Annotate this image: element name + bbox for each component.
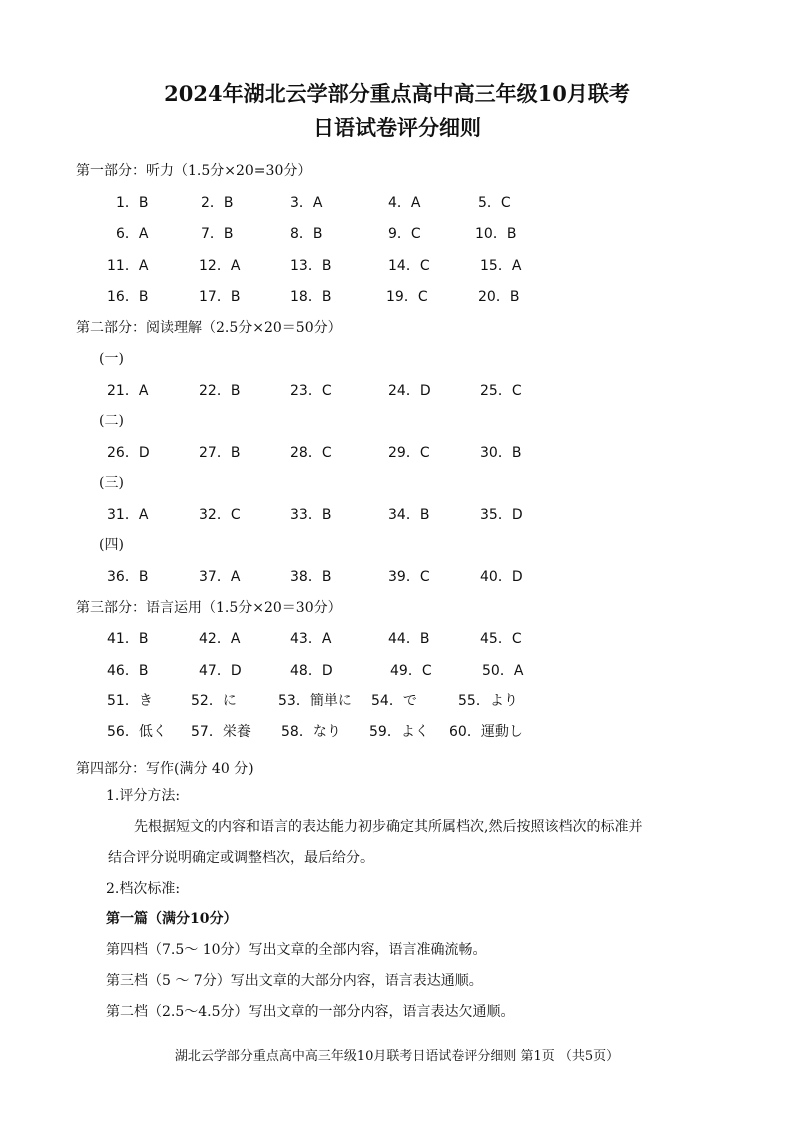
answer: 5．C [478,195,511,211]
answer: 22．B [199,383,241,399]
answer: 21．A [107,383,149,399]
answer: 46．B [107,663,149,679]
method-text-cont: 结合评分说明确定或调整档次，最后给分。 [108,850,374,866]
answer: 58．なり [281,724,341,740]
answer: 36．B [107,569,149,585]
answer: 24．D [388,383,431,399]
level-4: 第四档（7.5～ 10分）写出文章的全部内容，语言准确流畅。 [106,942,487,958]
answer: 37．A [199,569,241,585]
answer: 38．B [290,569,332,585]
answer: 29．C [388,445,430,461]
answer: 13．B [290,258,332,274]
answer: 25．C [480,383,522,399]
answer: 40．D [480,569,523,585]
page-footer: 湖北云学部分重点高中高三年级10月联考日语试卷评分细则 第1页 （共5页） [174,1049,620,1064]
answer: 19．C [386,289,428,305]
answer: 15．A [480,258,522,274]
part2-heading: 第二部分：阅读理解（2.5分×20＝50分） [76,320,342,336]
answer: 26．D [107,445,150,461]
answer: 6．A [116,226,149,242]
answer: 2．B [201,195,234,211]
answer: 30．B [480,445,522,461]
answer: 44．B [388,631,430,647]
answer: 53．簡単に [278,693,352,709]
answer: 11．A [107,258,149,274]
answer: 59．よく [369,724,429,740]
answer: 47．D [199,663,242,679]
answer: 51．き [107,693,153,709]
level-2: 第二档（2.5～4.5分）写出文章的一部分内容，语言表达欠通顺。 [106,1004,515,1020]
answer: 23．C [290,383,332,399]
answer: 45．C [480,631,522,647]
answer: 4．A [388,195,421,211]
part3-heading: 第三部分：语言运用（1.5分×20＝30分） [76,600,342,616]
answer: 18．B [290,289,332,305]
answer: 28．C [290,445,332,461]
section-label: (三) [99,475,124,491]
answer: 16．B [107,289,149,305]
part1-heading: 第一部分：听力（1.5分×20=30分） [76,163,312,179]
answer: 27．B [199,445,241,461]
answer: 14．C [388,258,430,274]
answer: 52．に [191,693,237,709]
answer: 54．で [371,693,417,709]
section-label: (四) [99,537,124,553]
answer: 8．B [290,226,323,242]
answer: 3．A [290,195,323,211]
answer: 48．D [290,663,333,679]
page-title: 2024年湖北云学部分重点高中高三年级10月联考 [164,81,630,106]
answer: 55．より [458,693,518,709]
answer: 56．低く [107,724,167,740]
answer: 50．A [482,663,524,679]
answer: 33．B [290,507,332,523]
answer: 10．B [475,226,517,242]
answer: 7．B [201,226,234,242]
answer: 31．A [107,507,149,523]
answer: 32．C [199,507,241,523]
answer: 57．栄養 [191,724,251,740]
answer: 1．B [116,195,149,211]
level-3: 第三档（5 ～ 7分）写出文章的大部分内容，语言表达通顺。 [106,973,483,989]
answer: 42．A [199,631,241,647]
method-text: 先根据短文的内容和语言的表达能力初步确定其所属档次,然后按照该档次的标准并 [134,819,643,835]
answer: 35．D [480,507,523,523]
answer: 60．運動し [449,724,523,740]
answer: 20．B [478,289,520,305]
answer: 41．B [107,631,149,647]
part4-heading: 第四部分：写作(满分 40 分) [76,761,254,777]
answer: 43．A [290,631,332,647]
answer: 34．B [388,507,430,523]
answer: 17．B [199,289,241,305]
page-subtitle: 日语试卷评分细则 [313,115,481,140]
answer: 49．C [390,663,432,679]
answer: 39．C [388,569,430,585]
method-label: 1.评分方法: [106,788,181,804]
section-label: (一) [99,351,124,367]
first-essay-title: 第一篇（满分10分） [106,911,238,927]
answer: 9．C [388,226,421,242]
standard-label: 2.档次标准: [106,881,181,897]
answer: 12．A [199,258,241,274]
section-label: (二) [99,413,124,429]
